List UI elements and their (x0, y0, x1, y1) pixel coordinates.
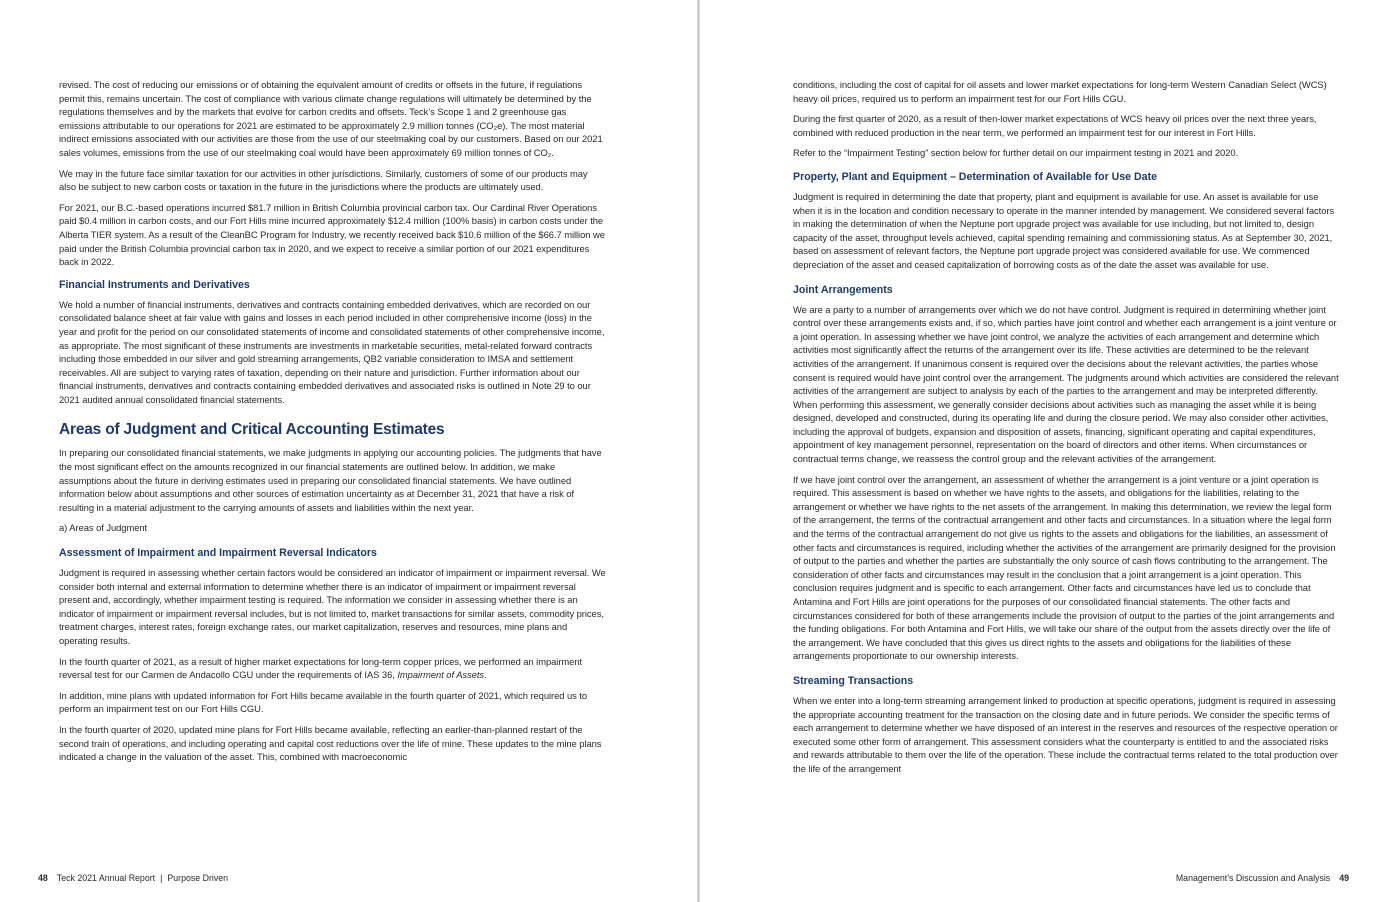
right-page (700, 0, 1395, 902)
paragraph-wcs-conditions: conditions, including the cost of capital for oil assets and lower market expectations for long-term Western Canadian Select (WCS) heavy oil prices, required us to perform an impairment test for our Fort Hills CGU. (793, 79, 1327, 104)
heading-financial-instruments: Financial Instruments and Derivatives (59, 278, 250, 291)
paragraph-judgments-intro: In preparing our consolidated financial statements, we make judgments in applying our accounting policies. The judgments that have the most significant effect on the amounts recognized in our financial statements are outlined below. In addition, we make assumptions about the future in deriving estimates used in preparing our consolidated financial statements. We have outlined information below about assumptions and other sources of estimation uncertainty as at December 31, 2021 that have a risk of resulting in a material adjustment to the carrying amounts of assets and liabilities within the next year. (59, 447, 602, 513)
heading-streaming-transactions: Streaming Transactions (793, 674, 914, 687)
paragraph-emissions-cost: revised. The cost of reducing our emissions or of obtaining the equivalent amount of credits or offsets in the future, if regulations permit this, remains uncertain. The cost of compliance with various climate change regulations will ultimately be determined by the regulations themselves and by the markets that evolve for carbon credits and offsets. Teck’s Scope 1 and 2 greenhouse gas emissions attributable to our operations for 2021 are estimated to be approximately 2.9 million tonnes (CO₂e). The most material indirect emissions associated with our activities are those from the use of our steelmaking coal by our customers. Based on our 2021 sales volumes, emissions from the use of our steelmaking coal would have been approximately 69 million tonnes of CO₂. (59, 79, 603, 158)
paragraph-fort-hills-mine-plans: In addition, mine plans with updated information for Fort Hills became available in the fourth quarter of 2021, which required us to perform an impairment test on our Fort Hills CGU. (59, 689, 588, 715)
heading-ppe-available-for-use: Property, Plant and Equipment – Determination of Available for Use Date (793, 170, 1157, 183)
footer-report-title: Teck 2021 Annual Report (56, 873, 156, 883)
paragraph-joint-venture-or-operation: If we have joint control over the arrangement, an assessment of whether the arrangement is a joint venture or a joint operation is required. This assessment is based on whether we have rights to the assets, and obligations for the liabilities, relating to the arrangement or whether we have rights to the net assets of the arrangement. In making this determination, we review the legal form of the arrangement, the terms of the contractual arrangement and other facts and circumstances. In a situation where the legal form and the terms of the contractual arrangement do not give us rights to the assets and obligations for the liabilities, an assessment of other facts and circumstances is required, including whether the activities of the arrangement are primarily designed for the provision of output to the parties and whether the parties are substantially the only source of cash flows contributing to the arrangement. The consideration of other facts and circumstances may result in the conclusion that a joint arrangement is a joint operation. This conclusion requires judgment and is specific to each arrangement. Other facts and circumstances have led us to conclude that Antamina and Fort Hills are joint operations for the purposes of our consolidated financial statements. The other facts and circumstances considered for both of these arrangements include the provision of output to the parties of the joint arrangements and the funding obligations. For both Antamina and Fort Hills, we will take our share of the output from the assets directly over the life of the arrangement. We have concluded that this gives us direct rights to the assets and obligations for the liabilities of these arrangements proportionate to our ownership interests. (793, 473, 1336, 662)
page-number-right: 49 (1339, 873, 1349, 883)
paragraph-fort-hills-2020: In the fourth quarter of 2020, updated mine plans for Fort Hills became available, reflecting an earlier-than-planned restart of the second train of operations, and including operating and capital cost reductions over the life of mine. These updates to the mine plans indicated a change in the valuation of the asset. This, combined with macroeconomic (59, 723, 602, 763)
heading-areas-of-judgment: Areas of Judgment and Critical Accounting Estimates (59, 421, 445, 439)
footer-separator: | (160, 873, 163, 883)
paragraph-refer-impairment-testing: Refer to the “Impairment Testing” section below for further detail on our impairment testing in 2021 and 2020. (793, 147, 1239, 159)
paragraph-other-jurisdictions: We may in the future face similar taxation for our activities in other jurisdictions. Similarly, customers of some of our products may also be subject to new carbon costs or taxation in the future in the jurisdictions where the products are ultimately used. (59, 167, 588, 193)
left-text-column (59, 78, 607, 771)
paragraph-financial-instruments: We hold a number of financial instruments, derivatives and contracts containing embedded derivatives, which are recorded on our consolidated balance sheet at fair value with gains and losses in each period included in other comprehensive income (loss) in the year and profit for the period on our consolidated statements of income and consolidated statements of other comprehensive income, as appropriate. The most significant of these instruments are investments in marketable securities, metal-related forward contracts including those embedded in our silver and gold streaming arrangements, QB2 variable consideration to IMSA and settlement receivables. All are subject to varying rates of taxation, depending on their nature and jurisdiction. Further information about our financial instruments, derivatives and contracts containing embedded derivatives and associated risks is outlined in Note 29 to our 2021 audited annual consolidated financial statements. (59, 298, 605, 405)
footer-theme: Purpose Driven (167, 873, 229, 883)
left-footer (38, 873, 228, 884)
paragraph-impairment-indicators: Judgment is required in assessing whether certain factors would be considered an indicator of impairment or impairment reversal. We consider both internal and external information to determine whether there is an indicator of impairment or impairment reversal present and, accordingly, whether impairment testing is required. The information we consider in assessing whether there is an indicator of impairment or impairment reversal includes, but is not limited to, market transactions for similar assets, commodity prices, treatment charges, interest rates, foreign exchange rates, our market capitalization, reserves and resources, mine plans and operating results. (59, 567, 606, 646)
paragraph-ppe-available-for-use: Judgment is required in determining the date that property, plant and equipment is available for use. An asset is available for use when it is in the location and condition necessary to operate in the manner intended by management. We considered several factors in making the determination of when the Neptune port upgrade project was available for use including, but not limited to, design capacity of the asset, throughput levels achieved, capital spending remaining and commissioning status. As at September 30, 2021, based on assessment of relevant factors, the Neptune port upgrade project was considered available for use. We commenced depreciation of the asset and ceased capitalization of borrowing costs as of the date the asset was available for use. (793, 190, 1335, 270)
ias36-title: Impairment of Assets (397, 669, 485, 681)
subsection-areas-of-judgment: a) Areas of Judgment (59, 522, 148, 534)
paragraph-joint-control: We are a party to a number of arrangements over which we do not have control. Judgment is required in determining whether joint control over these arrangements exists and, if so, which parties have joint control and whether each arrangement is a joint venture or a joint operation. In assessing whether we have joint control, we analyze the activities of each arrangement and determine which activities most significantly affect the returns of the arrangement over its life. These activities are determined to be the relevant activities of the arrangement. If unanimous consent is required over the decisions about the relevant activities, the parties whose consent is required would have joint control over the arrangement. The judgments around which activities are considered the relevant activities of the arrangement are subject to analysis by each of the parties to the arrangement and may be interpreted differently. When performing this assessment, we generally consider decisions about activities such as managing the asset while it is being designed, developed and constructed, during its operating life and during the closure period. We may also consider other activities, including the approval of budgets, expansion and disposition of assets, financing, significant operating and capital expenditures, appointment of key management personnel, representation on the board of directors and other items. When circumstances or contractual terms change, we reassess the control group and the relevant activities of the arrangement. (793, 303, 1339, 465)
footer-section-title: Management’s Discussion and Analysis (1175, 873, 1331, 883)
paragraph-q1-2020-impairment: During the first quarter of 2020, as a result of then-lower market expectations of WCS heavy oil prices over the next three years, combined with reduced production in the near term, we performed an impairment test for our interest in Fort Hills. (793, 113, 1317, 138)
right-footer (1176, 873, 1349, 884)
paragraph-carbon-tax-2021: For 2021, our B.C.-based operations incurred $81.7 million in British Columbia provincial carbon tax. Our Cardinal River Operations paid $0.4 million in carbon costs, and our Fort Hills mine incurred approximately $12.4 million (100% basis) in carbon costs under the Alberta TIER system. As a result of the CleanBC Program for Industry, we recently received back $10.6 million of the $66.7 million we paid under the British Columbia provincial carbon tax in 2020, and we expect to receive a similar portion of our 2021 expenditures back in 2022. (59, 201, 605, 268)
page-number-left: 48 (38, 873, 48, 883)
paragraph-impairment-reversal-2021: In the fourth quarter of 2021, as a result of higher market expectations for long-term copper prices, we performed an impairment reversal test for our Carmen de Andacollo CGU under the requirements of IAS 36, Impairment of Assets. (59, 655, 583, 681)
paragraph-streaming-transactions: When we enter into a long-term streaming arrangement linked to production at specific operations, judgment is required in assessing the appropriate accounting treatment for the transaction on the closing date and in future periods. We consider the specific terms of each arrangement to determine whether we have disposed of an interest in the reserves and resources of the respective operation or executed some other form of arrangement. This assessment considers what the counterparty is entitled to and the associated risks and rewards attributable to them over the life of the operation. These include the contractual terms related to the total production over the life of the arrangement (793, 694, 1338, 774)
heading-joint-arrangements: Joint Arrangements (793, 283, 893, 296)
right-text-column (793, 78, 1340, 783)
heading-impairment-indicators: Assessment of Impairment and Impairment Reversal Indicators (59, 547, 377, 560)
